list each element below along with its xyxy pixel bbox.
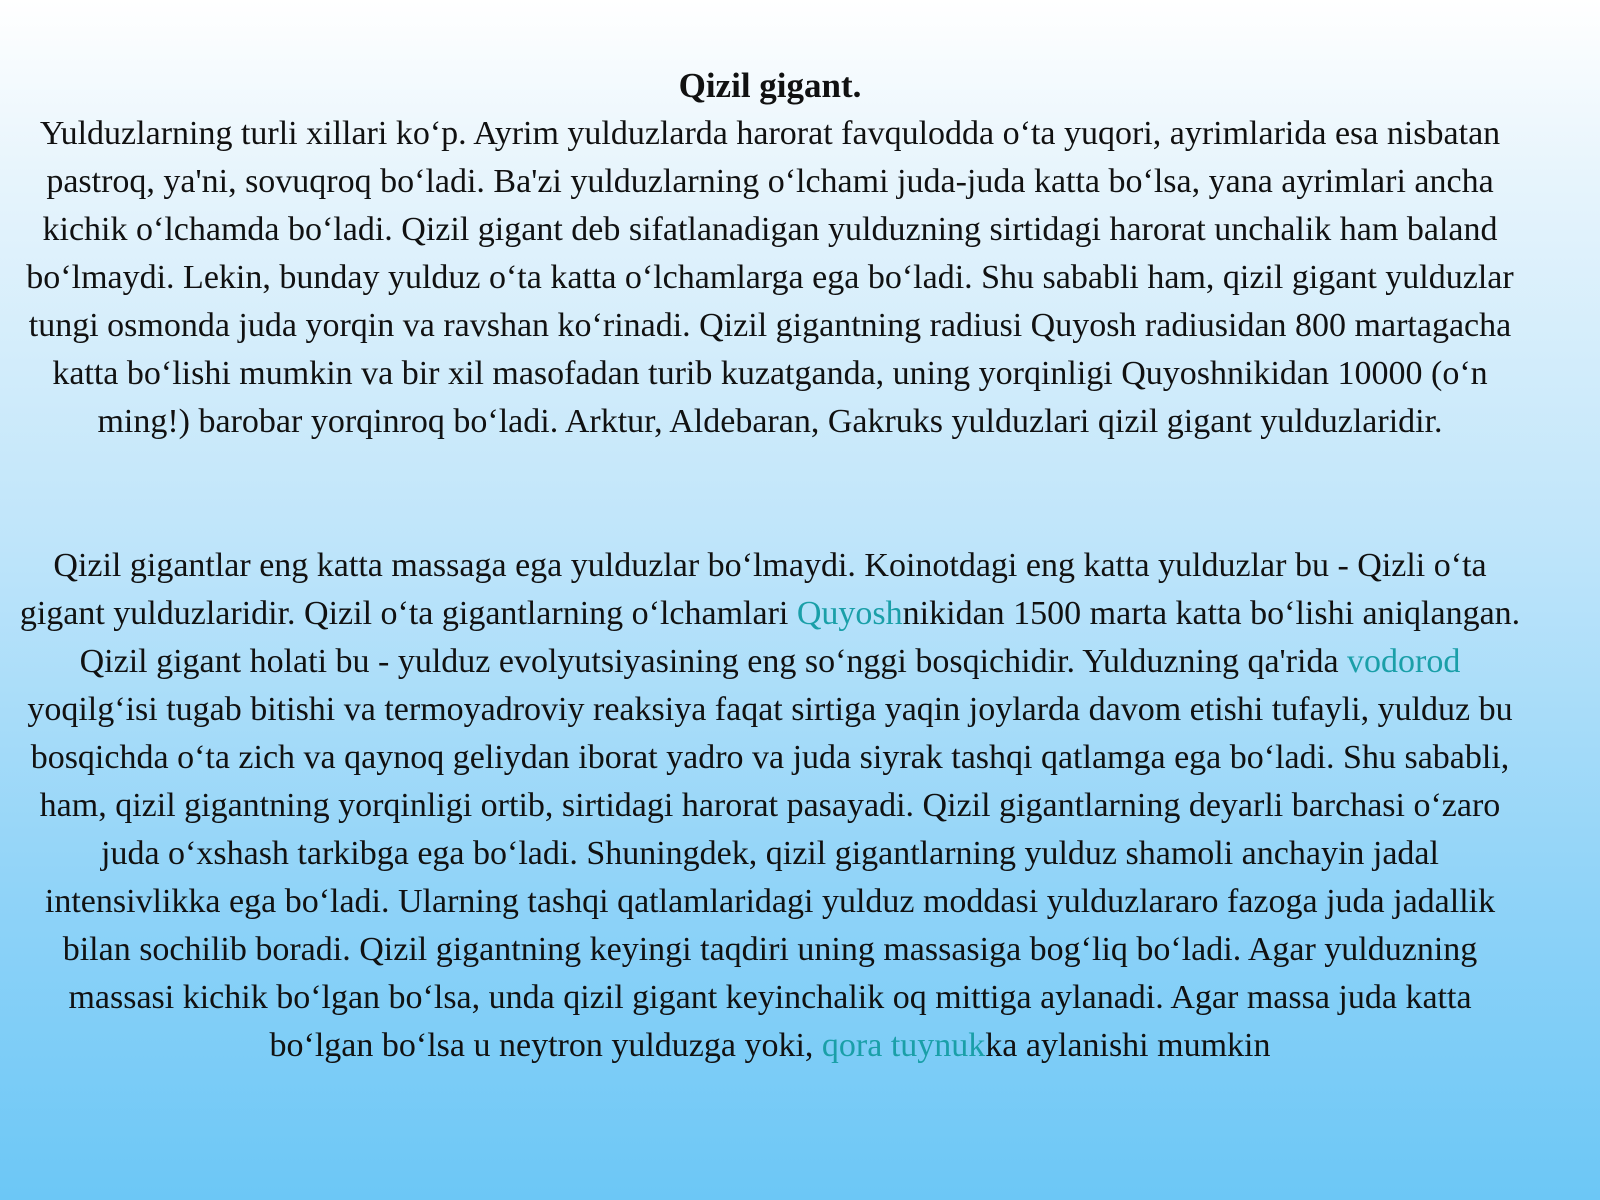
paragraph-intro: Yulduzlarning turli xillari ko‘p. Ayrim yulduzlarda harorat favqulodda o‘ta yuqori, ayrimlarida esa nisbatan pastroq, ya'ni, sovuqroq bo‘ladi. Ba'zi yulduzlarning o‘lchami juda-juda katta bo‘lsa, yana ayrimlari ancha kichik o‘lchamda bo‘ladi. Qizil gigant deb sifatlanadigan yulduzning sirtidagi harorat unchalik ham baland bo‘lmaydi. Lekin, bunday yulduz o‘ta katta o‘lchamlarga ega bo‘ladi. Shu sababli ham, qizil gigant yulduzlar tungi osmonda juda yorqin va ravshan ko‘rinadi. Qizil gigantning radiusi Quyosh radiusidan 800 martagacha katta bo‘lishi mumkin va bir xil masofadan turib kuzatganda, uning yorqinligi Quyoshnikidan 10000 (o‘n ming!) barobar yorqinroq bo‘ladi. Arktur, Aldebaran, Gakruks yulduzlari qizil gigant yulduzlaridir. xyxy=(26,115,1514,440)
paragraph-text-part: nikidan 1500 marta katta bo‘lishi aniqlangan. Qizil gigant holati bu - yulduz evolyutsiyasining eng so‘nggi bosqichidir. Yulduzning qa'rida xyxy=(79,595,1521,680)
paragraph-text-part: ka aylanishi mumkin xyxy=(985,1027,1271,1064)
link-vodorod[interactable]: vodorod xyxy=(1347,643,1461,680)
paragraph-details xyxy=(15,542,1525,1070)
link-qora-tuynuk[interactable]: qora tuynuk xyxy=(821,1027,986,1064)
link-quyosh[interactable]: Quyosh xyxy=(796,595,903,632)
paragraph-text-part: yoqilg‘isi tugab bitishi va termoyadroviy reaksiya faqat sirtiga yaqin joylarda davom etishi tufayli, yulduz bu bosqichda o‘ta zich va qaynoq geliydan iborat yadro va juda siyrak tashqi qatlamga ega bo‘ladi. Shu sababli, ham, qizil gigantning yorqinligi ortib, sirtidagi harorat pasayadi. Qizil gigantlarning deyarli barchasi o‘zaro juda o‘xshash tarkibga ega bo‘ladi. Shuningdek, qizil gigantlarning yulduz shamoli anchayin jadal intensivlikka ega bo‘ladi. Ularning tashqi qatlamlaridagi yulduz moddasi yulduzlararo fazoga juda jadallik bilan sochilib boradi. Qizil gigantning keyingi taqdiri uning massasiga bog‘liq bo‘ladi. Agar yulduzning massasi kichik bo‘lgan bo‘lsa, unda qizil gigant keyinchalik oq mittiga aylanadi. Agar massa juda katta bo‘lgan bo‘lsa u neytron yulduzga yoki, xyxy=(27,691,1513,1064)
paragraph-text-part: Qizil gigantlar eng katta massaga ega yulduzlar bo‘lmaydi. Koinotdagi eng katta yulduzlar bu - Qizli o‘ta gigant yulduzlaridir. Qizil o‘ta gigantlarning o‘lchamlari xyxy=(19,547,1487,632)
page-title: Qizil gigant. xyxy=(678,66,862,105)
